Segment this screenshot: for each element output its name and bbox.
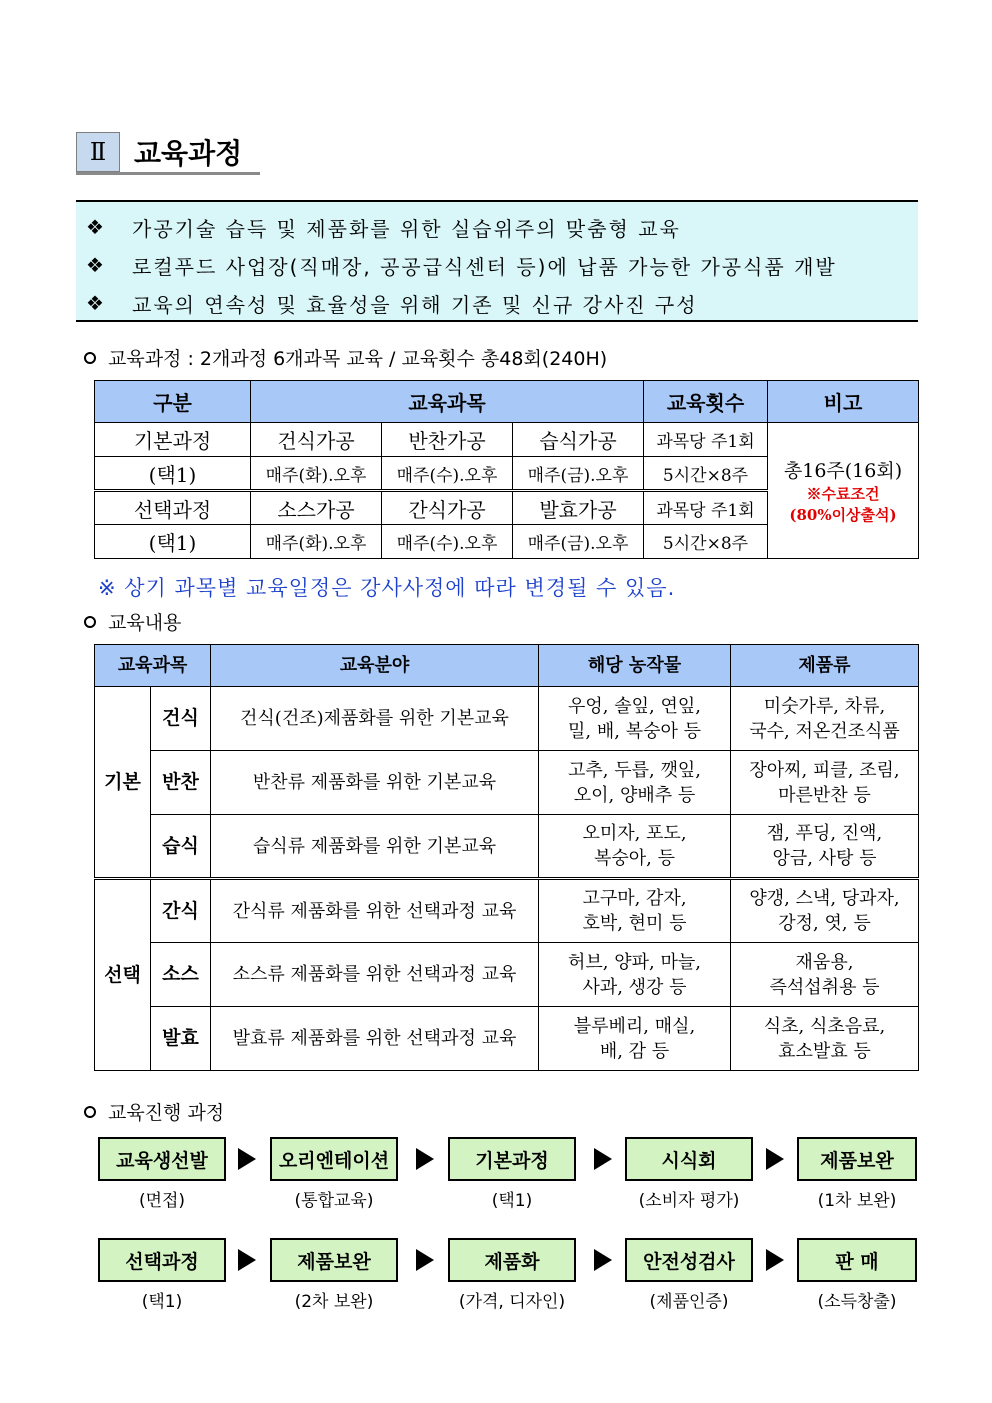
summary-text: 로컬푸드 사업장(직매장, 공공급식센터 등)에 납품 가능한 가공식품 개발 [132, 254, 837, 279]
circle-bullet-icon [84, 1106, 96, 1118]
process-heading-text: 교육진행 과정 [108, 1102, 225, 1124]
arrow-right-icon [238, 1249, 256, 1271]
count-cell: 5시간×8주 [644, 457, 768, 491]
crops-line: 복숭아, 등 [594, 848, 675, 869]
flow-step: 안전성검사 [625, 1238, 753, 1282]
remark-condition-detail: (80%이상출석) [789, 506, 897, 524]
flow-step-note: (2차 보완) [294, 1292, 374, 1312]
products-line: 양갱, 스낵, 당과자, [749, 888, 900, 909]
arrow-right-icon [416, 1148, 434, 1170]
education-field: 반찬류 제품화를 위한 기본교육 [211, 751, 539, 815]
diamond-bullet-icon: ❖ [86, 291, 106, 315]
group-select: 선택 [95, 879, 151, 1071]
products-cell [731, 751, 919, 815]
flow-step: 시식회 [625, 1137, 753, 1181]
schedule-note: ※ 상기 과목별 교육일정은 강사사정에 따라 변경될 수 있음. [98, 576, 676, 600]
flow-step: 제품화 [448, 1238, 576, 1282]
circle-bullet-icon [84, 616, 96, 628]
arrow-right-icon [766, 1249, 784, 1271]
remark-total: 총16주(16회) [783, 460, 903, 482]
crops-cell [539, 751, 731, 815]
arrow-right-icon [594, 1148, 612, 1170]
flow-step-note: (1차 보완) [817, 1191, 897, 1211]
subject-category: 건식 [151, 687, 211, 751]
products-cell [731, 943, 919, 1007]
flow-step: 교육생선발 [98, 1137, 226, 1181]
flow-step-note: (가격, 디자인) [458, 1292, 566, 1312]
products-cell [731, 1007, 919, 1071]
diamond-bullet-icon: ❖ [86, 215, 106, 239]
schedule-cell: 매주(금).오후 [513, 525, 644, 559]
products-line: 재움용, [795, 951, 854, 973]
flow-step-note: (면접) [138, 1191, 186, 1211]
products-line: 마른반찬 등 [778, 784, 871, 806]
subject-category: 반찬 [151, 751, 211, 815]
subject-cell: 간식가공 [382, 491, 513, 525]
count-cell: 5시간×8주 [644, 525, 768, 559]
flow-step-note: (소득창출) [817, 1292, 897, 1312]
subject-category: 간식 [151, 879, 211, 943]
schedule-cell: 매주(금).오후 [513, 457, 644, 491]
section-title: 교육과정 [134, 137, 243, 170]
flow-step-note: (통합교육) [294, 1191, 374, 1211]
course-heading-text: 교육과정 : 2개과정 6개과목 교육 / 교육횟수 총48회(240H) [108, 348, 608, 370]
flow-step: 오리엔테이션 [270, 1137, 398, 1181]
flow-step: 제품보완 [797, 1137, 917, 1181]
schedule-cell: 매주(수).오후 [382, 525, 513, 559]
count-cell: 과목당 주1회 [644, 423, 768, 457]
header-subject: 교육과목 [95, 645, 211, 687]
education-field: 습식류 제품화를 위한 기본교육 [211, 815, 539, 879]
basic-course-name: 기본과정 [95, 423, 251, 457]
schedule-cell: 매주(화).오후 [251, 457, 382, 491]
schedule-cell: 매주(수).오후 [382, 457, 513, 491]
summary-item [86, 284, 918, 322]
summary-text: 가공기술 습득 및 제품화를 위한 실습위주의 맞춤형 교육 [132, 216, 681, 241]
select-course-name: 선택과정 [95, 491, 251, 525]
summary-box [76, 200, 918, 322]
summary-item [86, 246, 918, 284]
crops-cell [539, 879, 731, 943]
section-underline [76, 172, 260, 175]
products-line: 앙금, 사탕 등 [772, 848, 877, 869]
crops-line: 배, 감 등 [599, 1040, 670, 1062]
remark-cell [768, 423, 919, 559]
flow-step-note: (택1) [491, 1191, 533, 1211]
basic-course-choice: (택1) [95, 457, 251, 491]
crops-line: 밀, 배, 복숭아 등 [568, 720, 701, 742]
content-heading [84, 608, 181, 635]
flow-step-note: (제품인증) [649, 1292, 729, 1312]
crops-line: 오이, 양배추 등 [573, 784, 696, 806]
products-line: 강정, 엿, 등 [778, 913, 871, 934]
subject-category: 소스 [151, 943, 211, 1007]
subject-cell: 건식가공 [251, 423, 382, 457]
crops-line: 우엉, 솔잎, 연잎, [568, 695, 701, 717]
education-field: 소스류 제품화를 위한 선택과정 교육 [211, 943, 539, 1007]
arrow-right-icon [238, 1148, 256, 1170]
crops-cell [539, 1007, 731, 1071]
section-number: Ⅱ [76, 132, 120, 172]
education-field: 건식(건조)제품화를 위한 기본교육 [211, 687, 539, 751]
crops-line: 오미자, 포도, [582, 823, 687, 844]
products-line: 식초, 식초음료, [763, 1015, 886, 1037]
summary-item [86, 208, 918, 246]
subject-cell: 습식가공 [513, 423, 644, 457]
products-line: 장아찌, 피클, 조림, [749, 759, 900, 781]
header-category: 구분 [95, 381, 251, 423]
flow-step-note: (소비자 평가) [638, 1191, 740, 1211]
subject-cell: 소스가공 [251, 491, 382, 525]
remark-condition: ※수료조건 [806, 485, 880, 503]
arrow-right-icon [766, 1148, 784, 1170]
select-course-choice: (택1) [95, 525, 251, 559]
crops-line: 사과, 생강 등 [582, 976, 687, 998]
process-heading [84, 1098, 224, 1125]
flow-step: 판 매 [797, 1238, 917, 1282]
content-table [94, 644, 919, 1071]
header-crops: 해당 농작물 [539, 645, 731, 687]
group-basic: 기본 [95, 687, 151, 879]
course-table [94, 380, 919, 559]
crops-line: 호박, 현미 등 [582, 913, 687, 934]
crops-line: 블루베리, 매실, [573, 1015, 696, 1037]
summary-text: 교육의 연속성 및 효율성을 위해 기존 및 신규 강사진 구성 [132, 292, 698, 317]
content-heading-text: 교육내용 [108, 612, 182, 634]
products-cell [731, 879, 919, 943]
subject-cell: 반찬가공 [382, 423, 513, 457]
products-cell [731, 815, 919, 879]
subject-cell: 발효가공 [513, 491, 644, 525]
flow-step: 선택과정 [98, 1238, 226, 1282]
products-line: 미숫가루, 차류, [763, 695, 886, 717]
products-line: 즉석섭취용 등 [769, 976, 880, 998]
products-line: 국수, 저온건조식품 [749, 720, 900, 742]
crops-cell [539, 815, 731, 879]
arrow-right-icon [416, 1249, 434, 1271]
crops-cell [539, 943, 731, 1007]
header-field: 교육분야 [211, 645, 539, 687]
subject-category: 발효 [151, 1007, 211, 1071]
flow-step: 제품보완 [270, 1238, 398, 1282]
count-cell: 과목당 주1회 [644, 491, 768, 525]
subject-category: 습식 [151, 815, 211, 879]
education-field: 발효류 제품화를 위한 선택과정 교육 [211, 1007, 539, 1071]
header-subject: 교육과목 [251, 381, 644, 423]
crops-line: 허브, 양파, 마늘, [568, 951, 701, 973]
products-line: 잼, 푸딩, 진액, [766, 823, 883, 844]
circle-bullet-icon [84, 352, 96, 364]
arrow-right-icon [594, 1249, 612, 1271]
header-products: 제품류 [731, 645, 919, 687]
crops-cell [539, 687, 731, 751]
products-cell [731, 687, 919, 751]
products-line: 효소발효 등 [778, 1040, 871, 1062]
education-field: 간식류 제품화를 위한 선택과정 교육 [211, 879, 539, 943]
flow-step: 기본과정 [448, 1137, 576, 1181]
course-heading [84, 344, 607, 371]
diamond-bullet-icon: ❖ [86, 253, 106, 277]
flow-step-note: (택1) [141, 1292, 183, 1312]
schedule-cell: 매주(화).오후 [251, 525, 382, 559]
crops-line: 고구마, 감자, [582, 888, 687, 909]
header-remark: 비고 [768, 381, 919, 423]
crops-line: 고추, 두릅, 깻잎, [568, 759, 701, 781]
header-count: 교육횟수 [644, 381, 768, 423]
